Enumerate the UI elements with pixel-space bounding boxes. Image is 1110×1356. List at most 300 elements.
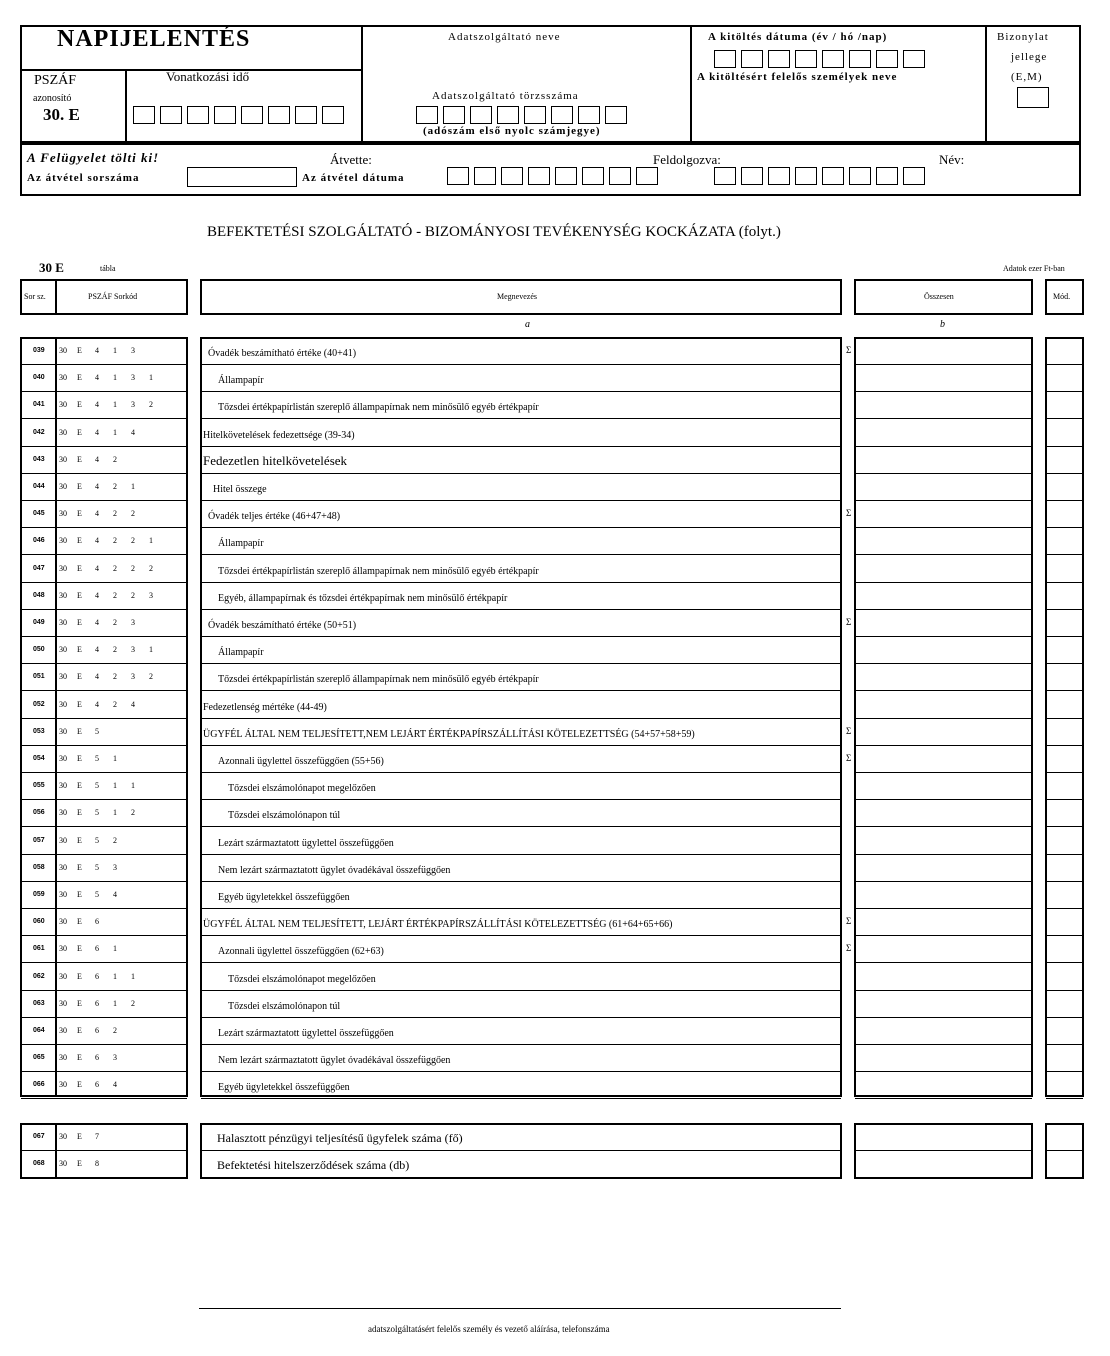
table-row [0,583,1110,610]
sum-marker: Σ [846,508,852,519]
code-digit: 6 [95,944,99,954]
row-number: 066 [33,1081,45,1089]
total-input[interactable] [856,746,1031,772]
row-name: ÜGYFÉL ÁLTAL NEM TELJESÍTETT,NEM LEJÁRT ÉRTÉKPAPÍRSZÁLLÍTÁSI KÖTELEZETTSÉG (54+57+58+59) [203,728,695,740]
code-digit: 4 [95,672,99,682]
code-digit: E [77,536,82,546]
total-input[interactable] [856,528,1031,554]
table-row [0,392,1110,419]
row-name: Tőzsdei értékpapírlistán szereplő állampapírnak nem minősülő egyéb értékpapír [218,674,539,686]
code-digit: 30 [59,1159,67,1169]
row-number: 064 [33,1027,45,1034]
total-input[interactable] [856,474,1031,500]
mod-input[interactable] [1047,365,1082,391]
code-digit: 6 [95,1080,99,1090]
code-digit: 30 [59,1132,67,1141]
table-row [0,800,1110,827]
mod-input[interactable] [1047,664,1082,690]
row-divider [21,1177,56,1178]
row-name: Óvadék beszámítható értéke (40+41) [208,348,357,359]
row-code [59,808,149,817]
code-digit: 30 [59,781,67,791]
row-number: 067 [33,1133,45,1140]
main-title: BEFEKTETÉSI SZOLGÁLTATÓ - BIZOMÁNYOSI TEVÉKENYSÉG KOCKÁZATA (folyt.) [207,224,781,240]
sum-marker: Σ [846,725,852,736]
row-name: Egyéb ügyletekkel összefüggően [218,892,350,903]
mod-input[interactable] [1047,583,1082,609]
mod-input[interactable] [1047,392,1082,418]
sorszama-input[interactable] [187,167,297,187]
code-digit: 2 [131,563,135,573]
row-name: Lezárt származtatott ügylettel összefüggően [218,1028,394,1039]
row-name: Tőzsdei értékpapírlistán szereplő állampapírnak nem minősülő egyéb értékpapír [218,565,539,577]
table-id: 30 E [39,260,64,275]
code-digit: 2 [113,454,117,464]
code-digit: 30 [59,998,67,1008]
code-digit: 30 [59,835,67,845]
mod-input[interactable] [1047,528,1082,554]
row-code [59,400,167,409]
row-divider [56,1177,187,1178]
tabla-label: tábla [100,264,116,273]
code-digit: 1 [149,373,153,383]
row-code [59,972,149,981]
col-code-label: PSZÁF Sorkód [88,292,138,301]
row-code [59,618,149,627]
mod-input[interactable] [1047,800,1082,826]
mod-input[interactable] [1047,991,1082,1017]
col-mod-label: Mód. [1053,292,1071,301]
total-input[interactable] [856,936,1031,962]
code-digit: 3 [131,645,135,655]
code-digit: 4 [95,563,99,573]
total-input[interactable] [856,637,1031,663]
row-number: 059 [33,891,45,898]
divider [985,25,987,143]
code-digit: 6 [95,1026,99,1035]
code-digit: E [77,1053,82,1063]
code-digit: 4 [95,509,99,519]
row-number: 050 [33,646,45,654]
code-digit: 2 [113,645,117,655]
mod-input[interactable] [1047,1151,1082,1177]
code-digit: 30 [59,563,67,573]
code-digit: 30 [59,536,67,546]
code-digit: E [77,1026,82,1035]
row-code [59,700,149,709]
code-digit: E [77,563,82,573]
total-input[interactable] [856,1045,1031,1071]
row-code [59,836,131,845]
mod-input[interactable] [1047,637,1082,663]
mod-input[interactable] [1047,556,1082,582]
code-digit: 4 [95,373,99,383]
table-row [0,637,1110,664]
code-digit: E [77,400,82,410]
table-row [0,1151,1110,1178]
pszaf-label: PSZÁF [34,73,77,88]
code-digit: 30 [59,482,67,491]
row-number: 068 [33,1160,45,1168]
sorszama-label: Az átvétel sorszáma [27,172,140,184]
row-number: 043 [33,455,45,463]
total-input[interactable] [856,1018,1031,1044]
sum-marker: Σ [846,943,852,954]
row-name: Állampapír [218,538,264,550]
row-name: Lezárt származtatott ügylettel összefüggően [218,837,394,849]
vonatkozasi-ido-cells[interactable] [133,106,349,124]
table-row [0,556,1110,583]
code-digit: 3 [131,346,135,355]
row-name: Hitelkövetelések fedezettsége (39-34) [203,429,355,441]
total-input[interactable] [856,909,1031,935]
code-digit: 30 [59,618,67,627]
code-digit: 30 [59,1080,67,1090]
table-row [0,936,1110,963]
row-number: 054 [33,755,45,762]
total-input[interactable] [856,1124,1031,1150]
total-input[interactable] [856,719,1031,745]
code-digit: 4 [95,400,99,410]
code-digit: 30 [59,373,67,383]
code-digit: 30 [59,726,67,736]
row-name: Állampapír [218,375,264,387]
row-name: Tőzsdei értékpapírlistán szereplő állampapírnak nem minősülő egyéb értékpapír [218,402,539,414]
row-number: 041 [33,401,45,409]
row-code [59,428,149,437]
atvette-label: Átvette: [330,152,372,167]
row-name: Nem lezárt származtatott ügylet óvadékával összefüggően [218,864,451,876]
code-digit: 30 [59,509,67,519]
row-number: 042 [33,428,45,436]
code-digit: 5 [95,890,99,899]
row-code [59,754,131,763]
row-divider [21,1098,56,1099]
row-code [59,1132,113,1141]
code-digit: 1 [149,536,153,546]
form-title: NAPIJELENTÉS [57,26,251,52]
code-digit: 30 [59,590,67,600]
code-digit: 1 [113,346,117,355]
row-number: 048 [33,591,45,599]
code-digit: E [77,917,82,927]
row-name: Óvadék teljes értéke (46+47+48) [208,511,341,523]
code-digit: 1 [113,781,117,791]
mod-input[interactable] [1047,501,1082,527]
row-code [59,917,113,926]
code-digit: E [77,1080,82,1090]
total-input[interactable] [856,773,1031,799]
sum-marker: Σ [846,617,852,627]
mod-input[interactable] [1047,746,1082,772]
table-row [0,501,1110,528]
total-input[interactable] [856,800,1031,826]
row-number: 039 [33,347,45,354]
table-row [0,664,1110,691]
vonatkozasi-ido-label: Vonatkozási idő [166,69,250,84]
sum-marker: Σ [846,916,852,927]
row-number: 058 [33,863,45,871]
code-digit: E [77,672,82,682]
code-digit: 2 [113,590,117,600]
total-input[interactable] [856,828,1031,854]
table-row [0,746,1110,773]
code-digit: E [77,835,82,845]
total-input[interactable] [856,392,1031,418]
letter-a: a [525,319,530,330]
code-digit: 2 [131,509,135,519]
row-name: Hitel összege [213,484,267,495]
code-digit: 1 [113,400,117,410]
row-divider [201,1098,841,1099]
code-digit: 2 [131,808,135,818]
row-name: Fedezetlenség mértéke (44-49) [203,701,327,713]
code-digit: 6 [95,998,99,1008]
row-name: Fedezetlen hitelkövetelések [203,452,348,468]
mod-input[interactable] [1047,338,1082,364]
kitoltes-datuma-cells[interactable] [714,50,930,68]
bizonylat-label: Bizonylat [997,31,1049,43]
code-digit: E [77,862,82,872]
code-digit: 4 [95,590,99,600]
row-code [59,1159,113,1168]
code-digit: E [77,699,82,709]
code-digit: 2 [131,536,135,546]
mod-input[interactable] [1047,936,1082,962]
table-row [0,1072,1110,1099]
row-name: Nem lezárt származtatott ügylet óvadékával összefüggően [218,1055,451,1067]
total-input[interactable] [856,991,1031,1017]
code-digit: 3 [149,590,153,600]
sum-marker: Σ [846,753,852,763]
code-digit: E [77,618,82,627]
mod-input[interactable] [1047,719,1082,745]
code-digit: E [77,726,82,736]
table-row [0,909,1110,936]
code-digit: 30 [59,427,67,437]
mod-input[interactable] [1047,1124,1082,1150]
code-digit: E [77,781,82,791]
code-digit: 4 [131,699,135,709]
code-digit: 1 [113,944,117,954]
code-digit: 5 [95,754,99,763]
code-digit: 30 [59,346,67,355]
code-digit: 2 [149,400,153,410]
total-input[interactable] [856,420,1031,446]
row-code [59,455,131,464]
code-digit: 2 [113,536,117,546]
row-name: Tőzsdei elszámolónapon túl [228,1000,341,1012]
code-digit: 5 [95,862,99,872]
total-input[interactable] [856,338,1031,364]
mod-input[interactable] [1047,1045,1082,1071]
code-digit: E [77,482,82,491]
code-digit: 2 [113,699,117,709]
total-input[interactable] [856,1072,1031,1098]
total-input[interactable] [856,447,1031,473]
row-number: 053 [33,727,45,735]
total-input[interactable] [856,556,1031,582]
table-row [0,1018,1110,1045]
divider [690,25,692,143]
table-row [0,365,1110,392]
code-digit: 4 [95,427,99,437]
row-number: 049 [33,619,45,626]
code-digit: E [77,454,82,464]
row-number: 045 [33,510,45,518]
code-digit: 4 [113,890,117,899]
row-name: Óvadék beszámítható értéke (50+51) [208,620,357,631]
row-code [59,373,167,382]
code-digit: 1 [131,781,135,791]
mod-input[interactable] [1047,692,1082,718]
code-digit: 4 [113,1080,117,1090]
table-row [0,964,1110,991]
row-code [59,564,167,573]
col-sor-label: Sor sz. [24,292,46,301]
total-input[interactable] [856,365,1031,391]
code-digit: 2 [113,563,117,573]
row-code [59,781,149,790]
code-digit: 30 [59,808,67,818]
mod-input[interactable] [1047,855,1082,881]
code-digit: 30 [59,917,67,927]
code-digit: 30 [59,944,67,954]
total-input[interactable] [856,501,1031,527]
code-digit: 4 [95,536,99,546]
datuma-cells[interactable] [447,167,663,185]
row-code [59,944,131,953]
row-code [59,727,113,736]
table-row [0,338,1110,365]
code-digit: 4 [95,645,99,655]
row-divider [855,1177,1032,1178]
row-divider [56,1098,187,1099]
code-digit: 6 [95,1053,99,1063]
code-digit: E [77,1159,82,1169]
code-digit: 30 [59,454,67,464]
row-divider [1046,1098,1083,1099]
mod-input[interactable] [1047,964,1082,990]
mod-input[interactable] [1047,420,1082,446]
code-digit: 5 [95,835,99,845]
mod-input[interactable] [1047,1072,1082,1098]
col-name-label: Megnevezés [497,292,537,301]
table-row [0,855,1110,882]
bizonylat-input[interactable] [1017,87,1049,108]
feldolgozva-cells[interactable] [714,167,930,185]
table-row [0,528,1110,555]
code-digit: 3 [113,862,117,872]
torzsszam-cells[interactable] [416,106,632,124]
code-digit: 1 [113,373,117,383]
nev-label: Név: [939,152,965,167]
letter-b: b [940,319,945,330]
table-row [0,420,1110,447]
code-digit: 2 [113,618,117,627]
total-input[interactable] [856,1151,1031,1177]
code-digit: 30 [59,645,67,655]
table-row [0,828,1110,855]
code-digit: 30 [59,754,67,763]
row-name: Azonnali ügylettel összefüggően (62+63) [218,946,384,958]
row-code [59,536,167,545]
row-code [59,1026,131,1035]
mod-input[interactable] [1047,474,1082,500]
code-digit: 1 [131,971,135,981]
mod-input[interactable] [1047,610,1082,636]
code-digit: E [77,944,82,954]
divider [125,69,127,143]
divider [361,25,363,143]
mod-input[interactable] [1047,828,1082,854]
code-digit: 2 [113,1026,117,1035]
azonosito-value: 30. E [43,105,80,124]
code-digit: 30 [59,890,67,899]
mod-input[interactable] [1047,1018,1082,1044]
table-row [0,882,1110,909]
code-digit: 1 [113,971,117,981]
mod-input[interactable] [1047,447,1082,473]
row-divider [855,1098,1032,1099]
code-digit: 2 [131,590,135,600]
mod-input[interactable] [1047,909,1082,935]
total-input[interactable] [856,692,1031,718]
row-number: 052 [33,700,45,708]
total-input[interactable] [856,610,1031,636]
code-digit: 4 [131,427,135,437]
mod-input[interactable] [1047,773,1082,799]
row-number: 046 [33,537,45,545]
code-digit: 1 [149,645,153,655]
em-label: (E,M) [1011,71,1043,83]
row-divider [1046,1177,1083,1178]
code-digit: 6 [95,971,99,981]
code-digit: 2 [149,672,153,682]
code-digit: 30 [59,971,67,981]
total-input[interactable] [856,664,1031,690]
code-digit: 4 [95,699,99,709]
mod-input[interactable] [1047,882,1082,908]
code-digit: E [77,346,82,355]
row-number: 057 [33,836,45,844]
table-row [0,447,1110,474]
code-digit: 3 [131,672,135,682]
total-input[interactable] [856,855,1031,881]
total-input[interactable] [856,583,1031,609]
code-digit: E [77,509,82,519]
row-code [59,672,167,681]
row-code [59,346,149,355]
adatszolgaltato-neve-label: Adatszolgáltató neve [448,31,561,43]
code-digit: E [77,373,82,383]
code-digit: 2 [131,998,135,1008]
row-number: 062 [33,972,45,980]
code-digit: 30 [59,862,67,872]
row-number: 063 [33,999,45,1007]
total-input[interactable] [856,964,1031,990]
signature-note: adatszolgáltatásért felelős személy és vezető aláírása, telefonszáma [368,1324,610,1334]
row-number: 061 [33,945,45,953]
row-name: Tőzsdei elszámolónapon túl [228,810,341,822]
row-code [59,863,131,872]
table-row [0,474,1110,501]
row-number: 040 [33,374,45,382]
total-input[interactable] [856,882,1031,908]
felugyelet-title: A Felügyelet tölti ki! [27,150,160,165]
row-number: 065 [33,1054,45,1062]
row-code [59,999,149,1008]
